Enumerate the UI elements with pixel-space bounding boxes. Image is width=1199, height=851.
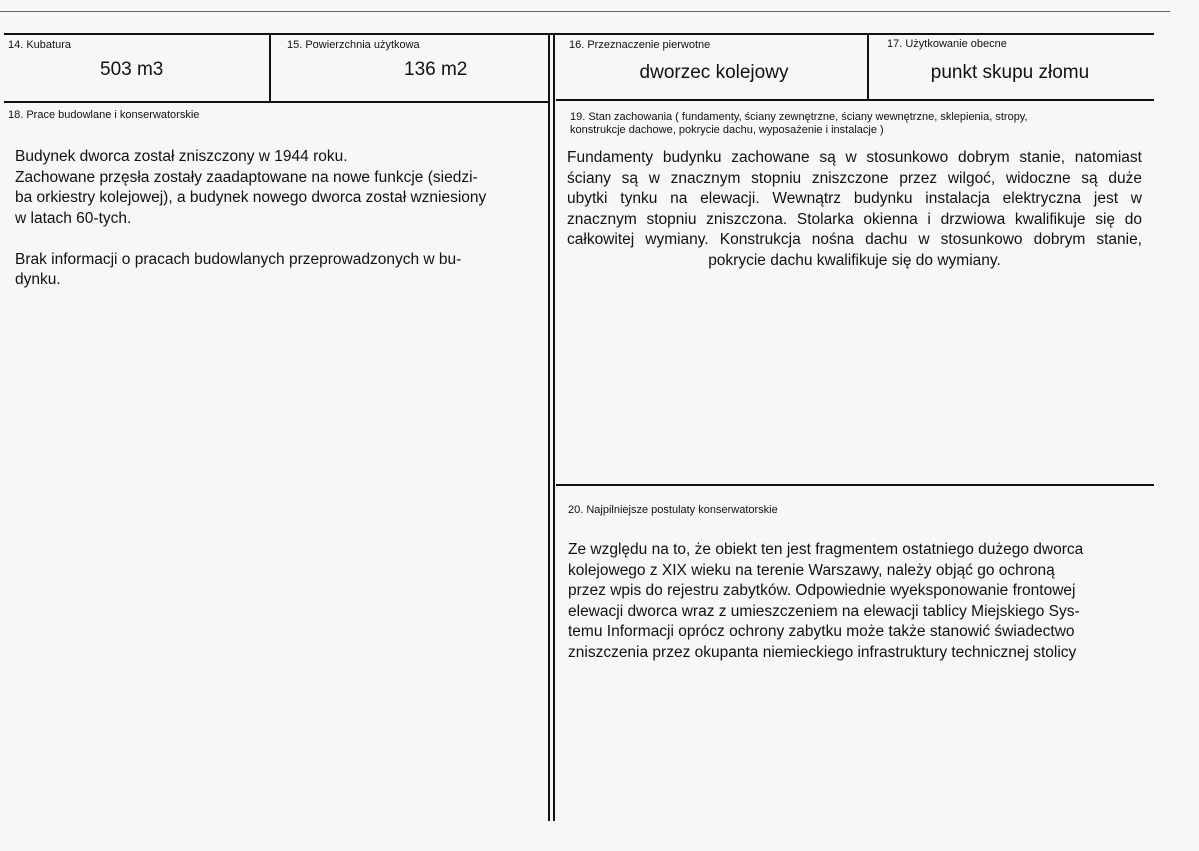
- field-19-text: [567, 148, 1142, 271]
- text-line: w latach 60-tych.: [15, 209, 132, 227]
- field-17-label: 17. Użytkowanie obecne: [887, 38, 1007, 50]
- field-19-label-line: 19. Stan zachowania ( fundamenty, ściany zewnętrzne, ściany wewnętrzne, sklepienia, stropy,: [570, 111, 1028, 123]
- field-15-value: 136 m2: [404, 59, 468, 80]
- top-border-line: [0, 11, 1170, 12]
- text-line: Ze względu na to, że obiekt ten jest fragmentem ostatniego dużego dworca: [568, 541, 1084, 558]
- text-line: ba orkiestry kolejowej), a budynek nowego dworca został wzniesiony: [15, 189, 487, 206]
- text-line: Fundamenty budynku zachowane są w stosunkowo dobrym stanie, natomiast: [567, 149, 1142, 166]
- field-16-value: dworzec kolejowy: [639, 62, 789, 83]
- field-16-label: 16. Przeznaczenie pierwotne: [569, 39, 711, 51]
- text-line: ubytki tynku na elewacji. Wewnątrz budynku instalacja elektryczna jest w: [567, 190, 1142, 207]
- field-20-text: [568, 540, 1143, 663]
- text-line: zniszczenia przez okupanta niemieckiego infrastruktury technicznej stolicy: [568, 643, 1077, 661]
- text-line-blank: [15, 229, 530, 250]
- field-17-value: punkt skupu złomu: [930, 62, 1090, 83]
- text-line: Budynek dworca został zniszczony w 1944 roku.: [15, 148, 348, 165]
- top-row-rule: [4, 33, 1154, 35]
- text-line: dynku.: [15, 271, 61, 288]
- text-line: temu Informacji oprócz ochrony zabytku może także stanowić świadectwo: [568, 623, 1075, 640]
- center-double-rule-a: [548, 33, 550, 821]
- text-line: Brak informacji o pracach budowlanych przeprowadzonych w bu-: [15, 250, 462, 268]
- divider-14-15: [269, 33, 271, 103]
- text-line: znacznym stopniu zniszczona. Stolarka okienna i drzwiowa kwalifikuje się do: [567, 210, 1142, 228]
- text-line: pokrycie dachu kwalifikuje się do wymiany.: [708, 251, 1001, 269]
- field-20-divider: [556, 484, 1154, 486]
- field-14-label: 14. Kubatura: [8, 39, 71, 51]
- text-line: przez wpis do rejestru zabytków. Odpowiednie wyeksponowanie frontowej: [568, 582, 1076, 599]
- field-18-text: [15, 147, 530, 291]
- text-line: Zachowane przęsła zostały zaadaptowane na nowe funkcje (siedzi-: [15, 168, 478, 186]
- row-divider-right: [556, 99, 1154, 101]
- field-19-label-line: konstrukcje dachowe, pokrycie dachu, wyposażenie i instalacje ): [570, 124, 884, 136]
- text-line: kolejowego z XIX wieku na terenie Warszawy, należy objąć go ochroną: [568, 561, 1055, 579]
- field-15-label: 15. Powierzchnia użytkowa: [287, 39, 420, 51]
- field-20-label: 20. Najpilniejsze postulaty konserwatorskie: [568, 504, 778, 516]
- field-14-value: 503 m3: [100, 59, 164, 80]
- field-19-label: [570, 111, 1028, 137]
- row-divider-left: [4, 101, 549, 103]
- text-line: elewacji dworca wraz z umieszczeniem na elewacji tablicy Miejskiego Sys-: [568, 602, 1080, 620]
- divider-16-17: [867, 33, 869, 101]
- text-line: całkowitej wymiany. Konstrukcja nośna dachu w stosunkowo dobrym stanie,: [567, 231, 1142, 248]
- text-line: ściany są w znacznym stopniu zniszczone przez wilgoć, widoczne są duże: [567, 169, 1142, 187]
- field-18-label: 18. Prace budowlane i konserwatorskie: [8, 109, 200, 121]
- center-double-rule-b: [553, 33, 555, 821]
